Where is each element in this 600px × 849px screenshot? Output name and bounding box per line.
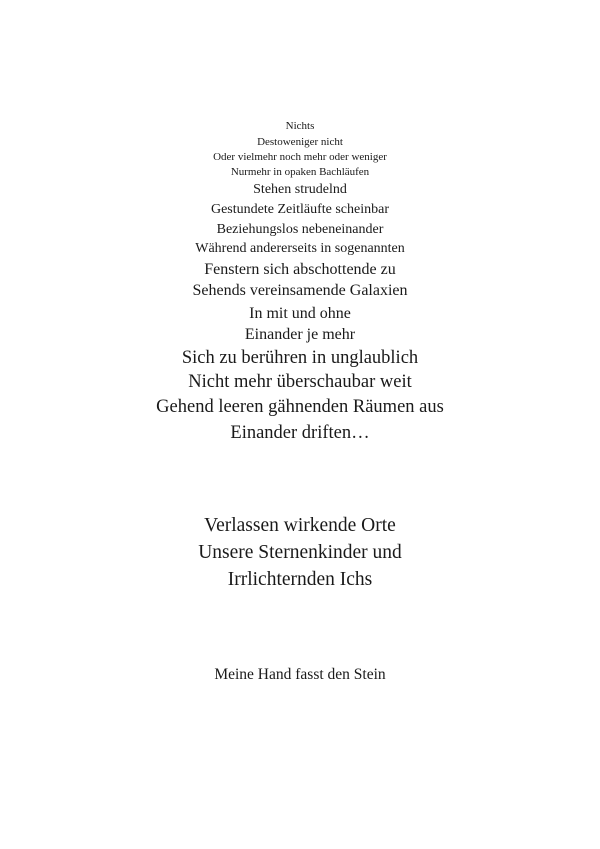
- poem-line: Sich zu berühren in unglaublich: [181, 348, 419, 368]
- poem-line: Unsere Sternenkinder und: [198, 542, 402, 563]
- poem-line: Irrlichternden Ichs: [227, 569, 373, 590]
- poem-line: Fenstern sich abschottende zu: [204, 261, 396, 278]
- poem-line: Während andererseits in sogenannten: [195, 241, 405, 256]
- poem-line: Oder vielmehr noch mehr oder weniger: [213, 151, 387, 163]
- poem-line: Meine Hand fasst den Stein: [214, 666, 386, 683]
- poem-line: Nicht mehr überschaubar weit: [188, 372, 412, 392]
- poem-line: Beziehungslos nebeneinander: [216, 222, 384, 237]
- poem-line: Nurmehr in opaken Bachläufen: [230, 166, 370, 178]
- poem-line: Stehen strudelnd: [253, 182, 347, 197]
- poem-line: Nichts: [285, 120, 315, 132]
- poem-line: Verlassen wirkende Orte: [204, 515, 396, 536]
- poem-line: Sehends vereinsamende Galaxien: [192, 282, 408, 299]
- poem-line: Einander je mehr: [244, 326, 356, 343]
- poem-line: Destoweniger nicht: [257, 136, 343, 148]
- poem-line: Gestundete Zeitläufte scheinbar: [210, 202, 390, 217]
- poem-line: Einander driften…: [230, 423, 370, 443]
- poem-line: Gehend leeren gähnenden Räumen aus: [156, 397, 444, 417]
- poem-line: In mit und ohne: [249, 305, 351, 322]
